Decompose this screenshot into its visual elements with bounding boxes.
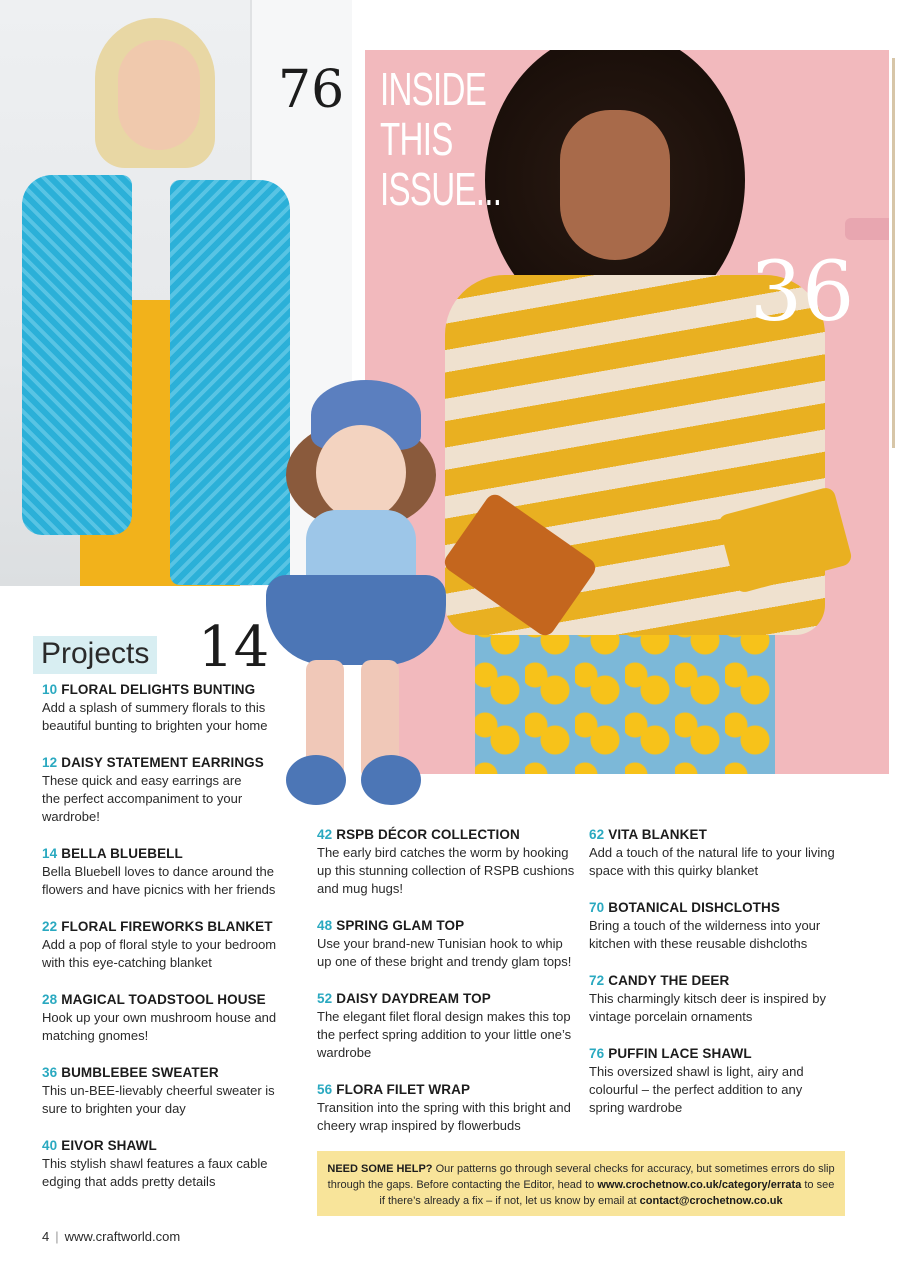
projects-column-2 — [317, 826, 577, 1154]
project-item[interactable]: 72 CANDY THE DEER This charmingly kitsch deer is inspired by vintage porcelain ornaments — [589, 973, 826, 1024]
footer-site-link[interactable]: www.craftworld.com — [64, 1229, 181, 1244]
project-item[interactable]: 42 RSPB DÉCOR COLLECTION The early bird catches the worm by hooking up this stunning collection of RSPB cushions and mug hugs! — [317, 827, 575, 896]
project-item[interactable]: 12 DAISY STATEMENT EARRINGS These quick and easy earrings are the perfect accompaniment to your wardrobe! — [42, 755, 264, 824]
contact-email-link[interactable]: contact@crochetnow.co.uk — [639, 1195, 783, 1207]
errata-link[interactable]: www.crochetnow.co.uk/category/errata — [597, 1179, 802, 1191]
help-lead: NEED SOME HELP? — [327, 1163, 433, 1175]
project-item[interactable]: 70 BOTANICAL DISHCLOTHS Bring a touch of the wilderness into your kitchen with these reusable dishcloths — [589, 900, 821, 951]
projects-column-1 — [42, 681, 282, 1210]
project-item[interactable]: 28 MAGICAL TOADSTOOL HOUSE Hook up your own mushroom house and matching gnomes! — [42, 992, 277, 1043]
help-box — [317, 1151, 845, 1216]
inside-this-issue-title: INSIDE THIS ISSUE... — [380, 63, 502, 215]
help-text-2: to see if there’s already a fix – if not, let us know by email at — [379, 1179, 835, 1207]
photo-doll — [256, 380, 451, 810]
footer: 4 | www.craftworld.com — [42, 1229, 181, 1244]
help-text-1: Our patterns go through several checks for accuracy, but sometimes errors do slip through the gaps. Before contacting the Editor, head to — [327, 1163, 835, 1191]
project-item[interactable]: 40 EIVOR SHAWL This stylish shawl features a faux cable edging that adds pretty details — [42, 1138, 268, 1189]
page-number-14: 14 — [198, 615, 270, 680]
project-item[interactable]: 48 SPRING GLAM TOP Use your brand-new Tunisian hook to whip up one of these bright and trendy glam tops! — [317, 918, 572, 969]
project-item[interactable]: 36 BUMBLEBEE SWEATER This un-BEE-lievably cheerful sweater is sure to brighten your day — [42, 1065, 275, 1116]
project-item[interactable]: 52 DAISY DAYDREAM TOP The elegant filet floral design makes this top the perfect spring addition to your little one’s wardrobe — [317, 991, 572, 1060]
project-item[interactable]: 76 PUFFIN LACE SHAWL This oversized shawl is light, airy and colourful – the perfect addition to any spring wardrobe — [589, 1046, 804, 1115]
projects-heading: Projects — [33, 636, 157, 674]
page-number-36: 36 — [750, 245, 855, 340]
project-item[interactable]: 56 FLORA FILET WRAP Transition into the spring with this bright and cheery wrap inspired by flowerbuds — [317, 1082, 571, 1133]
project-item[interactable]: 10 FLORAL DELIGHTS BUNTING Add a splash of summery florals to this beautiful bunting to brighten your home — [42, 682, 268, 733]
project-item[interactable]: 22 FLORAL FIREWORKS BLANKET Add a pop of floral style to your bedroom with this eye-catching blanket — [42, 919, 277, 970]
projects-column-3 — [589, 826, 839, 1136]
page-folio: 4 — [42, 1229, 50, 1244]
page-number-76: 76 — [278, 60, 345, 120]
project-item[interactable]: 14 BELLA BLUEBELL Bella Bluebell loves to dance around the flowers and have picnics with her friends — [42, 846, 276, 897]
photo-frame-edge — [892, 58, 905, 448]
project-item[interactable]: 62 VITA BLANKET Add a touch of the natural life to your living space with this quirky blanket — [589, 827, 835, 878]
